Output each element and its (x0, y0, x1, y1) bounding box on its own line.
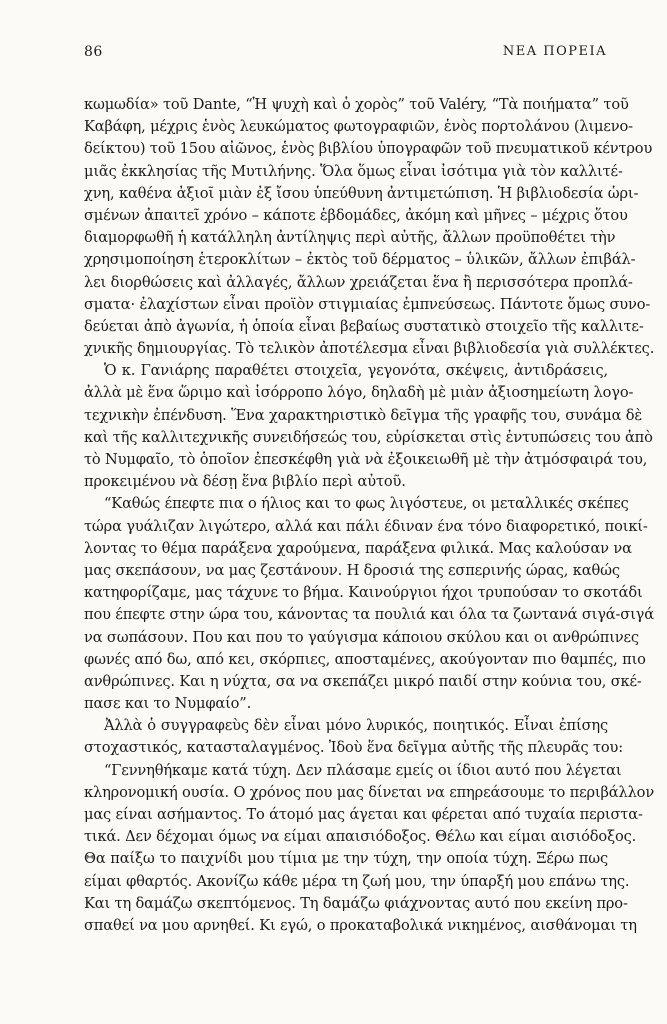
text-line: κωμωδία» τοῦ Dante, “Ἡ ψυχὴ καὶ ὁ χορὸς” τοῦ Valéry, “Τὰ ποιήματα” τοῦ (84, 96, 629, 113)
text-line: κατηφορίζαμε, μας τάχυνε το βήμα. Καινούργιοι ήχοι τρυπούσαν το σκοτάδι (84, 584, 643, 602)
text-line: στοχαστικός, κατασταλαγμένος. Ἰδοὺ ἕνα δεῖγμα αὐτῆς τῆς πλευρᾶς του: (84, 739, 624, 757)
body-text (84, 94, 655, 937)
page-number: 86 (84, 44, 103, 60)
text-line: μιᾶς ἐκκλησίας τῆς Μυτιλήνης. Ὅλα ὅμως εἶναι ἰσότιμα γιὰ τὸν καλλιτέ- (84, 162, 623, 180)
text-line: να σωπάσουν. Που και που το γαύγισμα κάποιου σκύλου και οι ανθρώπινες (84, 628, 639, 646)
text-line: τικά. Δεν δέχομαι όμως να είμαι απαισιόδοξος. Θέλω και είμαι αισιόδοξος. (84, 828, 637, 846)
text-line: σπαθεί να μου αρνηθεί. Κι εγώ, ο προκαταβολικά νικημένος, αισθάνομαι τη (84, 916, 637, 934)
text-line: τώρα γυάλιζαν λιγώτερο, αλλά και πάλι έδιναν ένα τόνο διαφορετικό, ποικί- (84, 517, 648, 535)
text-line: σματα· ἐλαχίστων εἶναι προϊὸν στιγμιαίας ἐμπνεύσεως. Πάντοτε ὅμως συνο- (84, 295, 651, 313)
text-line: Ὁ κ. Γανιάρης παραθέτει στοιχεῖα, γεγονότα, σκέψεις, ἀντιδράσεις, (104, 362, 608, 380)
text-line: πασε και το Νυμφαίο”. (84, 695, 252, 713)
text-line: προκειμένου νὰ δέσῃ ἕνα βιβλίο περὶ αὐτοῦ. (84, 473, 406, 491)
text-line: χνικῆς δημιουργίας. Τὸ τελικὸν ἀποτέλεσμα εἶναι βιβλιοδεσία γιὰ συλλέκτες. (84, 340, 655, 358)
text-line: τὸ Νυμφαῖο, τὸ ὁποῖον ἐπεσκέφθη γιὰ νὰ ἐξοικειωθῆ μὲ τὴν ἀτμόσφαιρά του, (84, 451, 648, 468)
paragraph (84, 493, 654, 715)
text-line: Θα παίξω το παιχνίδι μου τίμια με την τύχη, την οποία τύχη. Ξέρω πως (84, 850, 608, 868)
text-line: τεχνικὴν ἐπένδυση. Ἕνα χαρακτηριστικὸ δεῖγμα τῆς γραφῆς του, συνάμα δὲ (84, 406, 643, 424)
text-line: φωνές από δω, από κει, σκόρπιες, αποσταμένες, ακούγονταν πιο θαμπές, πιο (84, 650, 646, 668)
text-line: Και τη δαμάζω σκεπτόμενος. Τη δαμάζω φιάχνοντας αυτό που εκείνη προ- (84, 894, 628, 912)
text-line: δείκτου) τοῦ 15ου αἰῶνος, ἑνὸς βιβλίου ὑπογραφῶν τοῦ πνευματικοῦ κέντρου (84, 140, 653, 158)
paragraph (84, 360, 653, 493)
text-line: “Καθώς έπεφτε πια ο ήλιος και το φως λιγόστευε, οι μεταλλικές σκέπες (104, 495, 629, 513)
text-line: ανθρώπινες. Και η νύχτα, σα να σκεπάζει μικρό παιδί στην κούνια του, σκέ- (84, 672, 642, 690)
text-line: καὶ τῆς καλλιτεχνικῆς συνειδήσεώς του, εὑρίσκεται στὶς ἐντυπώσεις του ἀπὸ (84, 428, 653, 446)
text-line: δεύεται ἀπὸ ἀγωνία, ἡ ὁποία εἶναι βεβαίως συστατικὸ στοιχεῖο τῆς καλλιτε- (84, 317, 644, 335)
text-line: Ἀλλὰ ὁ συγγραφεὺς δὲν εἶναι μόνο λυρικός, ποιητικός. Εἶναι ἐπίσης (104, 717, 608, 735)
text-line: λει διορθώσεις καὶ ἀλλαγές, ἄλλων χρειάζεται ἕνα ἢ περισσότερα προπλά- (84, 273, 633, 291)
paragraph (84, 94, 655, 360)
text-line: ἀλλὰ μὲ ἕνα ὥριμο καὶ ἰσόρροπο λόγο, δηλαδὴ μὲ μιὰν ἀξιοσημείωτη λογο- (84, 384, 634, 402)
text-line: χρησιμοποίηση ἑτεροκλίτων – ἐκτὸς τοῦ δέρματος – ὑλικῶν, ἄλλων ἐπιβάλ- (84, 251, 636, 269)
text-line: σμένων ἀπαιτεῖ χρόνο – κάποτε ἑβδομάδες, ἀκόμη καὶ μῆνες – μέχρις ὅτου (84, 206, 628, 224)
text-line: μας είναι ασήμαντος. Το άτομό μας άγεται και φέρεται από τυχαία περιστα- (84, 806, 643, 823)
text-line: διαμορφωθῆ ἡ κατάλληλη ἀντίληψις περὶ αὐτῆς, ἄλλων προϋποθέτει τὴν (84, 229, 616, 247)
running-head: ΝΕΑ ΠΟΡΕΙΑ (502, 44, 607, 59)
text-line: “Γεννηθήκαμε κατά τύχη. Δεν πλάσαμε εμείς οι ίδιοι αυτό που λέγεται (104, 761, 622, 779)
text-line: λοντας το θέμα παράξενα χαρούμενα, παράξενα φιλικά. Μας καλούσαν να (84, 539, 632, 557)
paragraph (84, 715, 624, 759)
text-line: χνη, καθένα ἀξιοῖ μιὰν ἐξ ἴσου ὑπεύθυνη ἀντιμετώπιση. Ἡ βιβλιοδεσία ὡρι- (84, 184, 639, 202)
paragraph (84, 760, 655, 938)
text-line: Καβάφη, μέχρις ἑνὸς λευκώματος φωτογραφιῶν, ἑνὸς πορτολάνου (λιμενο- (84, 118, 633, 136)
text-line: είμαι φθαρτός. Ακονίζω κάθε μέρα τη ζωή μου, την ύπαρξή μου επάνω της. (84, 872, 630, 890)
text-line: κληρονομική ουσία. Ο χρόνος που μας δίνεται να επηρεάσουμε το περιβάλλον (84, 783, 655, 801)
text-line: μας σκεπάσουν, να μας ζεστάνουν. Η δροσιά της εσπερινής ώρας, καθώς (84, 561, 620, 579)
text-line: που έπεφτε στην ώρα του, κάνοντας τα πουλιά και όλα τα ζωντανά σιγά-σιγά (84, 606, 654, 624)
